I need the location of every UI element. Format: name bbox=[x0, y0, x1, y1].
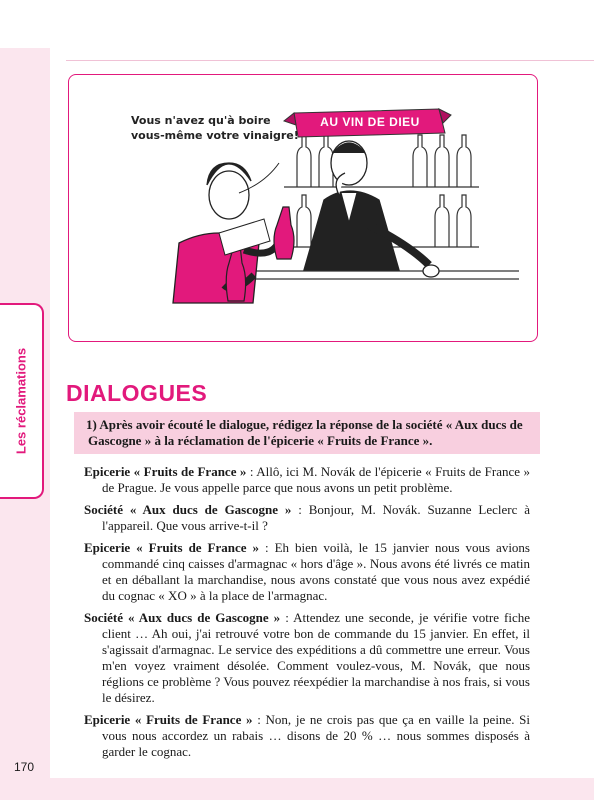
speech-bubble bbox=[131, 113, 299, 143]
speech-line-2: vous-même votre vinaigre! bbox=[131, 129, 299, 142]
speaker-name: Société « Aux ducs de Gascogne » bbox=[84, 610, 281, 625]
speech-text: : Bonjour, M. Novák. Suzanne Leclerc à l'appareil. Que vous arrive-t-il ? bbox=[102, 502, 530, 533]
cartoon-illustration bbox=[68, 74, 538, 342]
dialogue-line bbox=[84, 464, 530, 496]
speech-line-1: Vous n'avez qu'à boire bbox=[131, 114, 271, 127]
bottom-band bbox=[0, 778, 594, 800]
dialogue-line bbox=[84, 610, 530, 706]
speaker-name: Epicerie « Fruits de France » bbox=[84, 712, 253, 727]
section-heading: DIALOGUES bbox=[66, 380, 208, 406]
speaker-name: Société « Aux ducs de Gascogne » bbox=[84, 502, 292, 517]
speaker-name: Epicerie « Fruits de France » bbox=[84, 464, 247, 479]
speech-text: : Attendez une seconde, je vérifie votre fiche client … Ah oui, j'ai retrouvé votre bon de commande du 15 janvier. En effet, il s'agissait d'armagnac. Le service des expéditions a dû commettre une erreur. Vous m'en voyez vraiment désolée. Comment voulez-vous, M. Novák, que nous réglions ce problème ? Vous pouvez réexpédier la marchandise à nos frais, si vous le désirez. bbox=[102, 610, 530, 705]
dialogue-line bbox=[84, 540, 530, 604]
speech-text: : Non, je ne crois pas que ça en vaille la peine. Si vous nous accordez un rabais … disons de 20 % … nous sommes disposés à garder le cognac. bbox=[102, 712, 530, 759]
page-number: 170 bbox=[14, 760, 35, 774]
header-rule bbox=[66, 60, 594, 61]
chapter-side-tab bbox=[0, 303, 44, 499]
shop-sign: AU VIN DE DIEU bbox=[320, 115, 420, 129]
speech-text: : Allô, ici M. Novák de l'épicerie « Fruits de France » de Prague. Je vous appelle parce que nous avons un petit problème. bbox=[102, 464, 530, 495]
dialogue-line bbox=[84, 502, 530, 534]
speech-text: : Eh bien voilà, le 15 janvier nous vous avions commandé cinq caisses d'armagnac « hors d'âge ». Nous avons été livrés ce matin et en déballant la marchandise, nous avons constaté que vous nous avez expédié du cognac « XO » à la place de l'armagnac. bbox=[102, 540, 530, 603]
speaker-name: Epicerie « Fruits de France » bbox=[84, 540, 260, 555]
margin-top-gap bbox=[0, 0, 50, 48]
dialogue-text bbox=[84, 464, 530, 766]
dialogue-line bbox=[84, 712, 530, 760]
chapter-label: Les réclamations bbox=[13, 347, 29, 455]
exercise-instruction: 1) Après avoir écouté le dialogue, rédigez la réponse de la société « Aux ducs de Gascogne » à la réclamation de l'épicerie « Fruits de France ». bbox=[74, 412, 540, 454]
